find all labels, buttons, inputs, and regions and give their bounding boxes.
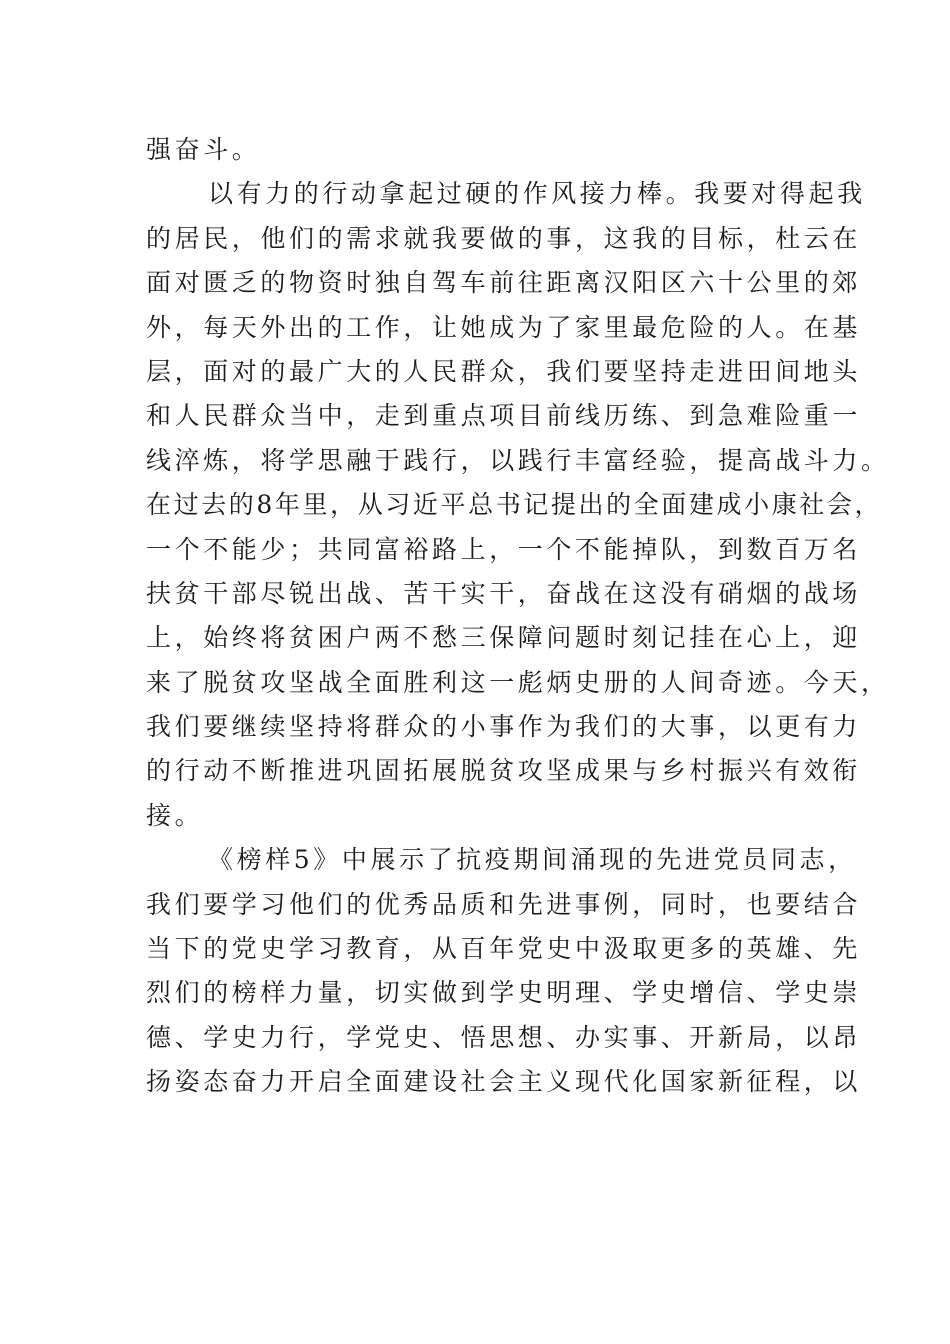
paragraph-first-line: 以有力的行动拿起过硬的作风接力棒。我要对得起我 <box>208 179 866 209</box>
text-line: 我们要继续坚持将群众的小事作为我们的大事，以更有力 <box>146 712 862 742</box>
text-line: 面对匮乏的物资时独自驾车前往距离汉阳区六十公里的郊 <box>146 268 862 298</box>
text-line: 我们要学习他们的优秀品质和先进事例，同时，也要结合 <box>146 889 862 919</box>
text-line: 一个不能少；共同富裕路上，一个不能掉队，到数百万名 <box>146 534 862 564</box>
text-line: 扶贫干部尽锐出战、苦干实干，奋战在这没有硝烟的战场 <box>146 578 862 608</box>
text-line: 强奋斗。 <box>146 135 261 164</box>
text-line: 的行动不断推进巩固拓展脱贫攻坚成果与乡村振兴有效衔 <box>146 756 862 786</box>
text-line: 接。 <box>146 800 204 830</box>
text-line: 层，面对的最广大的人民群众，我们要坚持走进田间地头 <box>146 356 862 386</box>
text-line: 外，每天外出的工作，让她成为了家里最危险的人。在基 <box>146 312 862 342</box>
text-line: 上，始终将贫困户两不愁三保障问题时刻记挂在心上，迎 <box>146 623 862 653</box>
text-line: 和人民群众当中，走到重点项目前线历练、到急难险重一 <box>146 401 862 431</box>
text-line: 当下的党史学习教育，从百年党史中汲取更多的英雄、先 <box>146 934 862 964</box>
text-line: 德、学史力行，学党史、悟思想、办实事、开新局，以昂 <box>146 1022 862 1052</box>
document-body <box>146 128 890 1105</box>
text-line: 来了脱贫攻坚战全面胜利这一彪炳史册的人间奇迹。今天， <box>146 667 890 697</box>
text-line: 线淬炼，将学思融于践行，以践行丰富经验，提高战斗力。 <box>146 445 890 475</box>
text-line: 烈们的榜样力量，切实做到学史明理、学史增信、学史崇 <box>146 978 862 1008</box>
text-line: 的居民，他们的需求就我要做的事，这我的目标，杜云在 <box>146 223 862 253</box>
text-line: 扬姿态奋力开启全面建设社会主义现代化国家新征程，以 <box>146 1067 862 1097</box>
text-line: 在过去的8年里，从习近平总书记提出的全面建成小康社会， <box>146 490 883 520</box>
paragraph-first-line: 《榜样5》中展示了抗疫期间涌现的先进党员同志， <box>208 845 857 875</box>
